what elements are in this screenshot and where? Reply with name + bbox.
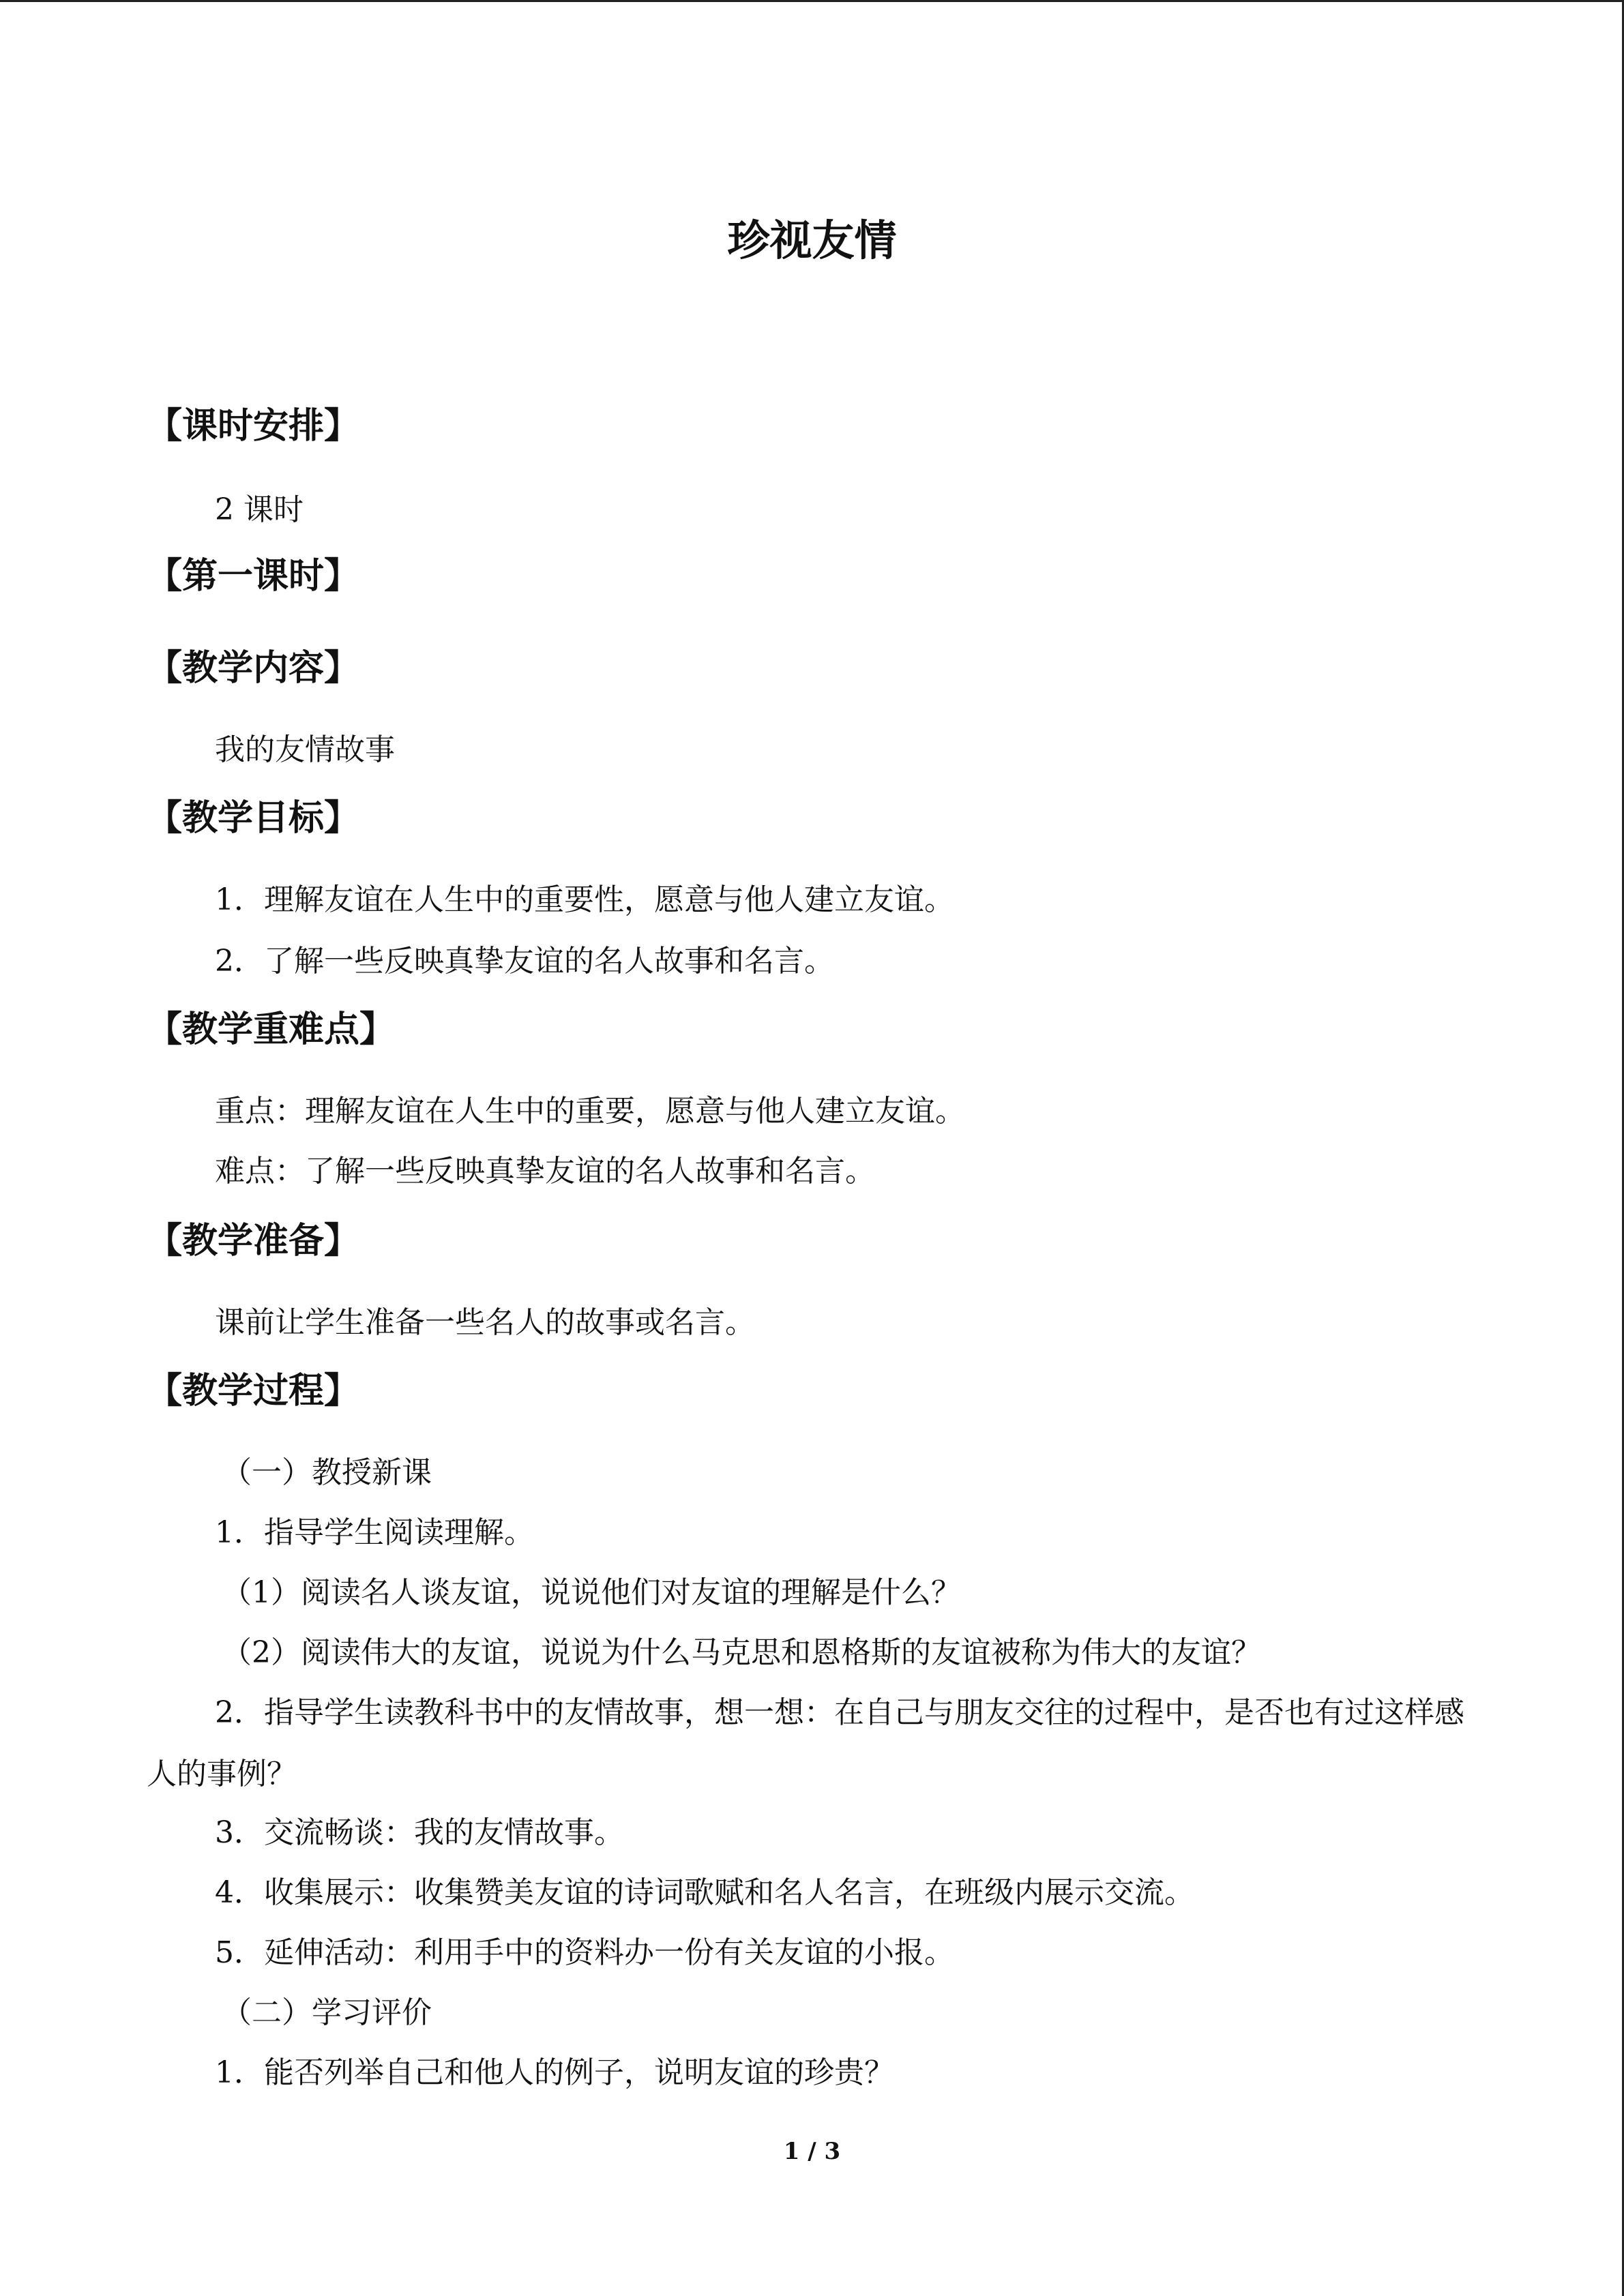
heading-prep: 【教学准备】 (147, 1221, 360, 1262)
process-item: 1．指导学生阅读理解。 (215, 1515, 534, 1550)
heading-lesson1: 【第一课时】 (147, 556, 360, 597)
process-item: （一）教授新课 (222, 1455, 432, 1490)
process-item: （1）阅读名人谈友谊，说说他们对友谊的理解是什么？ (222, 1575, 961, 1610)
goal-item: 1．理解友谊在人生中的重要性，愿意与他人建立友谊。 (215, 882, 954, 917)
process-item: 2．指导学生读教科书中的友情故事，想一想：在自己与朋友交往的过程中，是否也有过这样感人的事例？ (147, 1695, 1464, 1791)
heading-content: 【教学内容】 (147, 648, 360, 689)
process-item: 5．延伸活动：利用手中的资料办一份有关友谊的小报。 (215, 1935, 954, 1970)
process-item: 3．交流畅谈：我的友情故事。 (215, 1815, 624, 1850)
process-item: 4．收集展示：收集赞美友谊的诗词歌赋和名人名言，在班级内展示交流。 (215, 1875, 1194, 1910)
process-item: （二）学习评价 (222, 1995, 432, 2030)
heading-process: 【教学过程】 (147, 1371, 360, 1412)
heading-goals: 【教学目标】 (147, 798, 360, 839)
document-title: 珍视友情 (727, 215, 897, 265)
heading-schedule: 【课时安排】 (147, 406, 360, 447)
keypoint-item: 难点：了解一些反映真挚友谊的名人故事和名言。 (215, 1154, 875, 1189)
content-text: 我的友情故事 (215, 732, 395, 767)
page-number: 1 / 3 (783, 2138, 841, 2165)
process-item: 1．能否列举自己和他人的例子，说明友谊的珍贵？ (215, 2055, 894, 2090)
keypoint-item: 重点：理解友谊在人生中的重要，愿意与他人建立友谊。 (215, 1094, 965, 1129)
process-item: （2）阅读伟大的友谊，说说为什么马克思和恩格斯的友谊被称为伟大的友谊？ (222, 1635, 1261, 1670)
prep-text: 课前让学生准备一些名人的故事或名言。 (215, 1305, 755, 1340)
heading-keypoints: 【教学重难点】 (147, 1009, 396, 1050)
schedule-text: 2 课时 (215, 492, 304, 527)
goal-item: 2．了解一些反映真挚友谊的名人故事和名言。 (215, 944, 834, 979)
